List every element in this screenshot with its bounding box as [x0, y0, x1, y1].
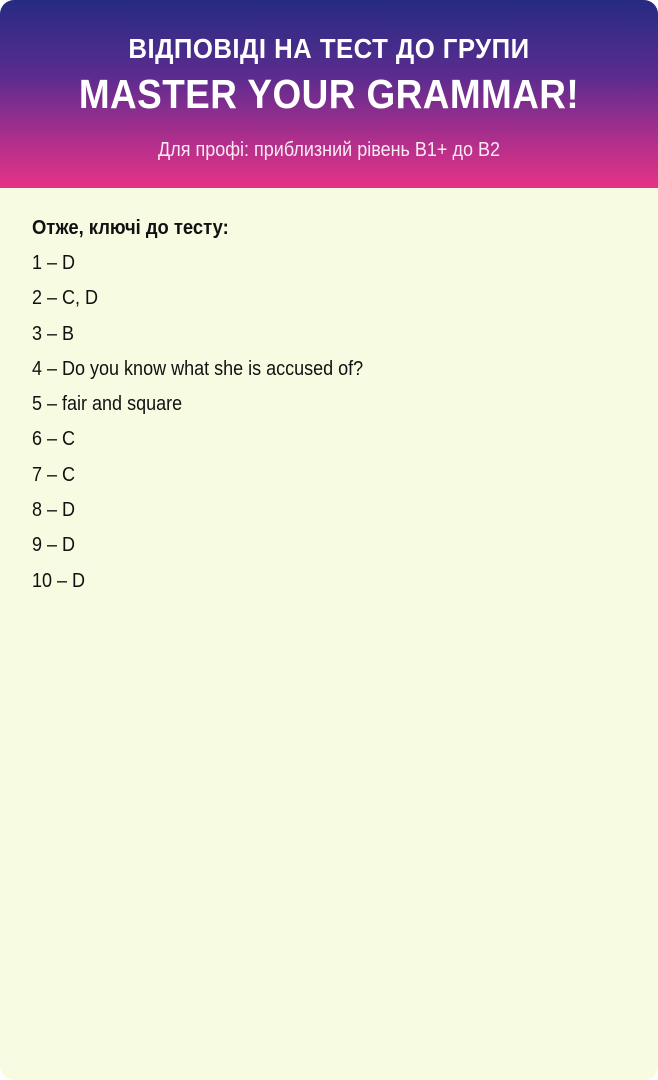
content-area	[0, 188, 658, 593]
answer-item: 5 – fair and square	[32, 393, 183, 416]
answer-item: 8 – D	[32, 499, 76, 522]
header-banner	[0, 0, 658, 188]
header-title-line1: ВІДПОВІДІ НА ТЕСТ ДО ГРУПИ	[128, 33, 530, 64]
answer-item: 6 – C	[32, 428, 76, 451]
header-title-line2: MASTER YOUR GRAMMAR!	[78, 71, 580, 117]
header-subtitle: Для профі: приблизний рівень В1+ до В2	[158, 139, 500, 161]
answer-item: 1 – D	[32, 252, 76, 274]
answers-intro: Отже, ключі до тесту:	[32, 217, 229, 239]
answers-list	[32, 251, 658, 593]
answer-item: 7 – C	[32, 463, 76, 486]
answer-item: 9 – D	[32, 534, 76, 557]
answer-item: 4 – Do you know what she is accused of?	[32, 357, 364, 380]
answer-item: 2 – C, D	[32, 287, 99, 310]
answer-item: 10 – D	[32, 569, 86, 592]
answer-item: 3 – B	[32, 322, 75, 345]
